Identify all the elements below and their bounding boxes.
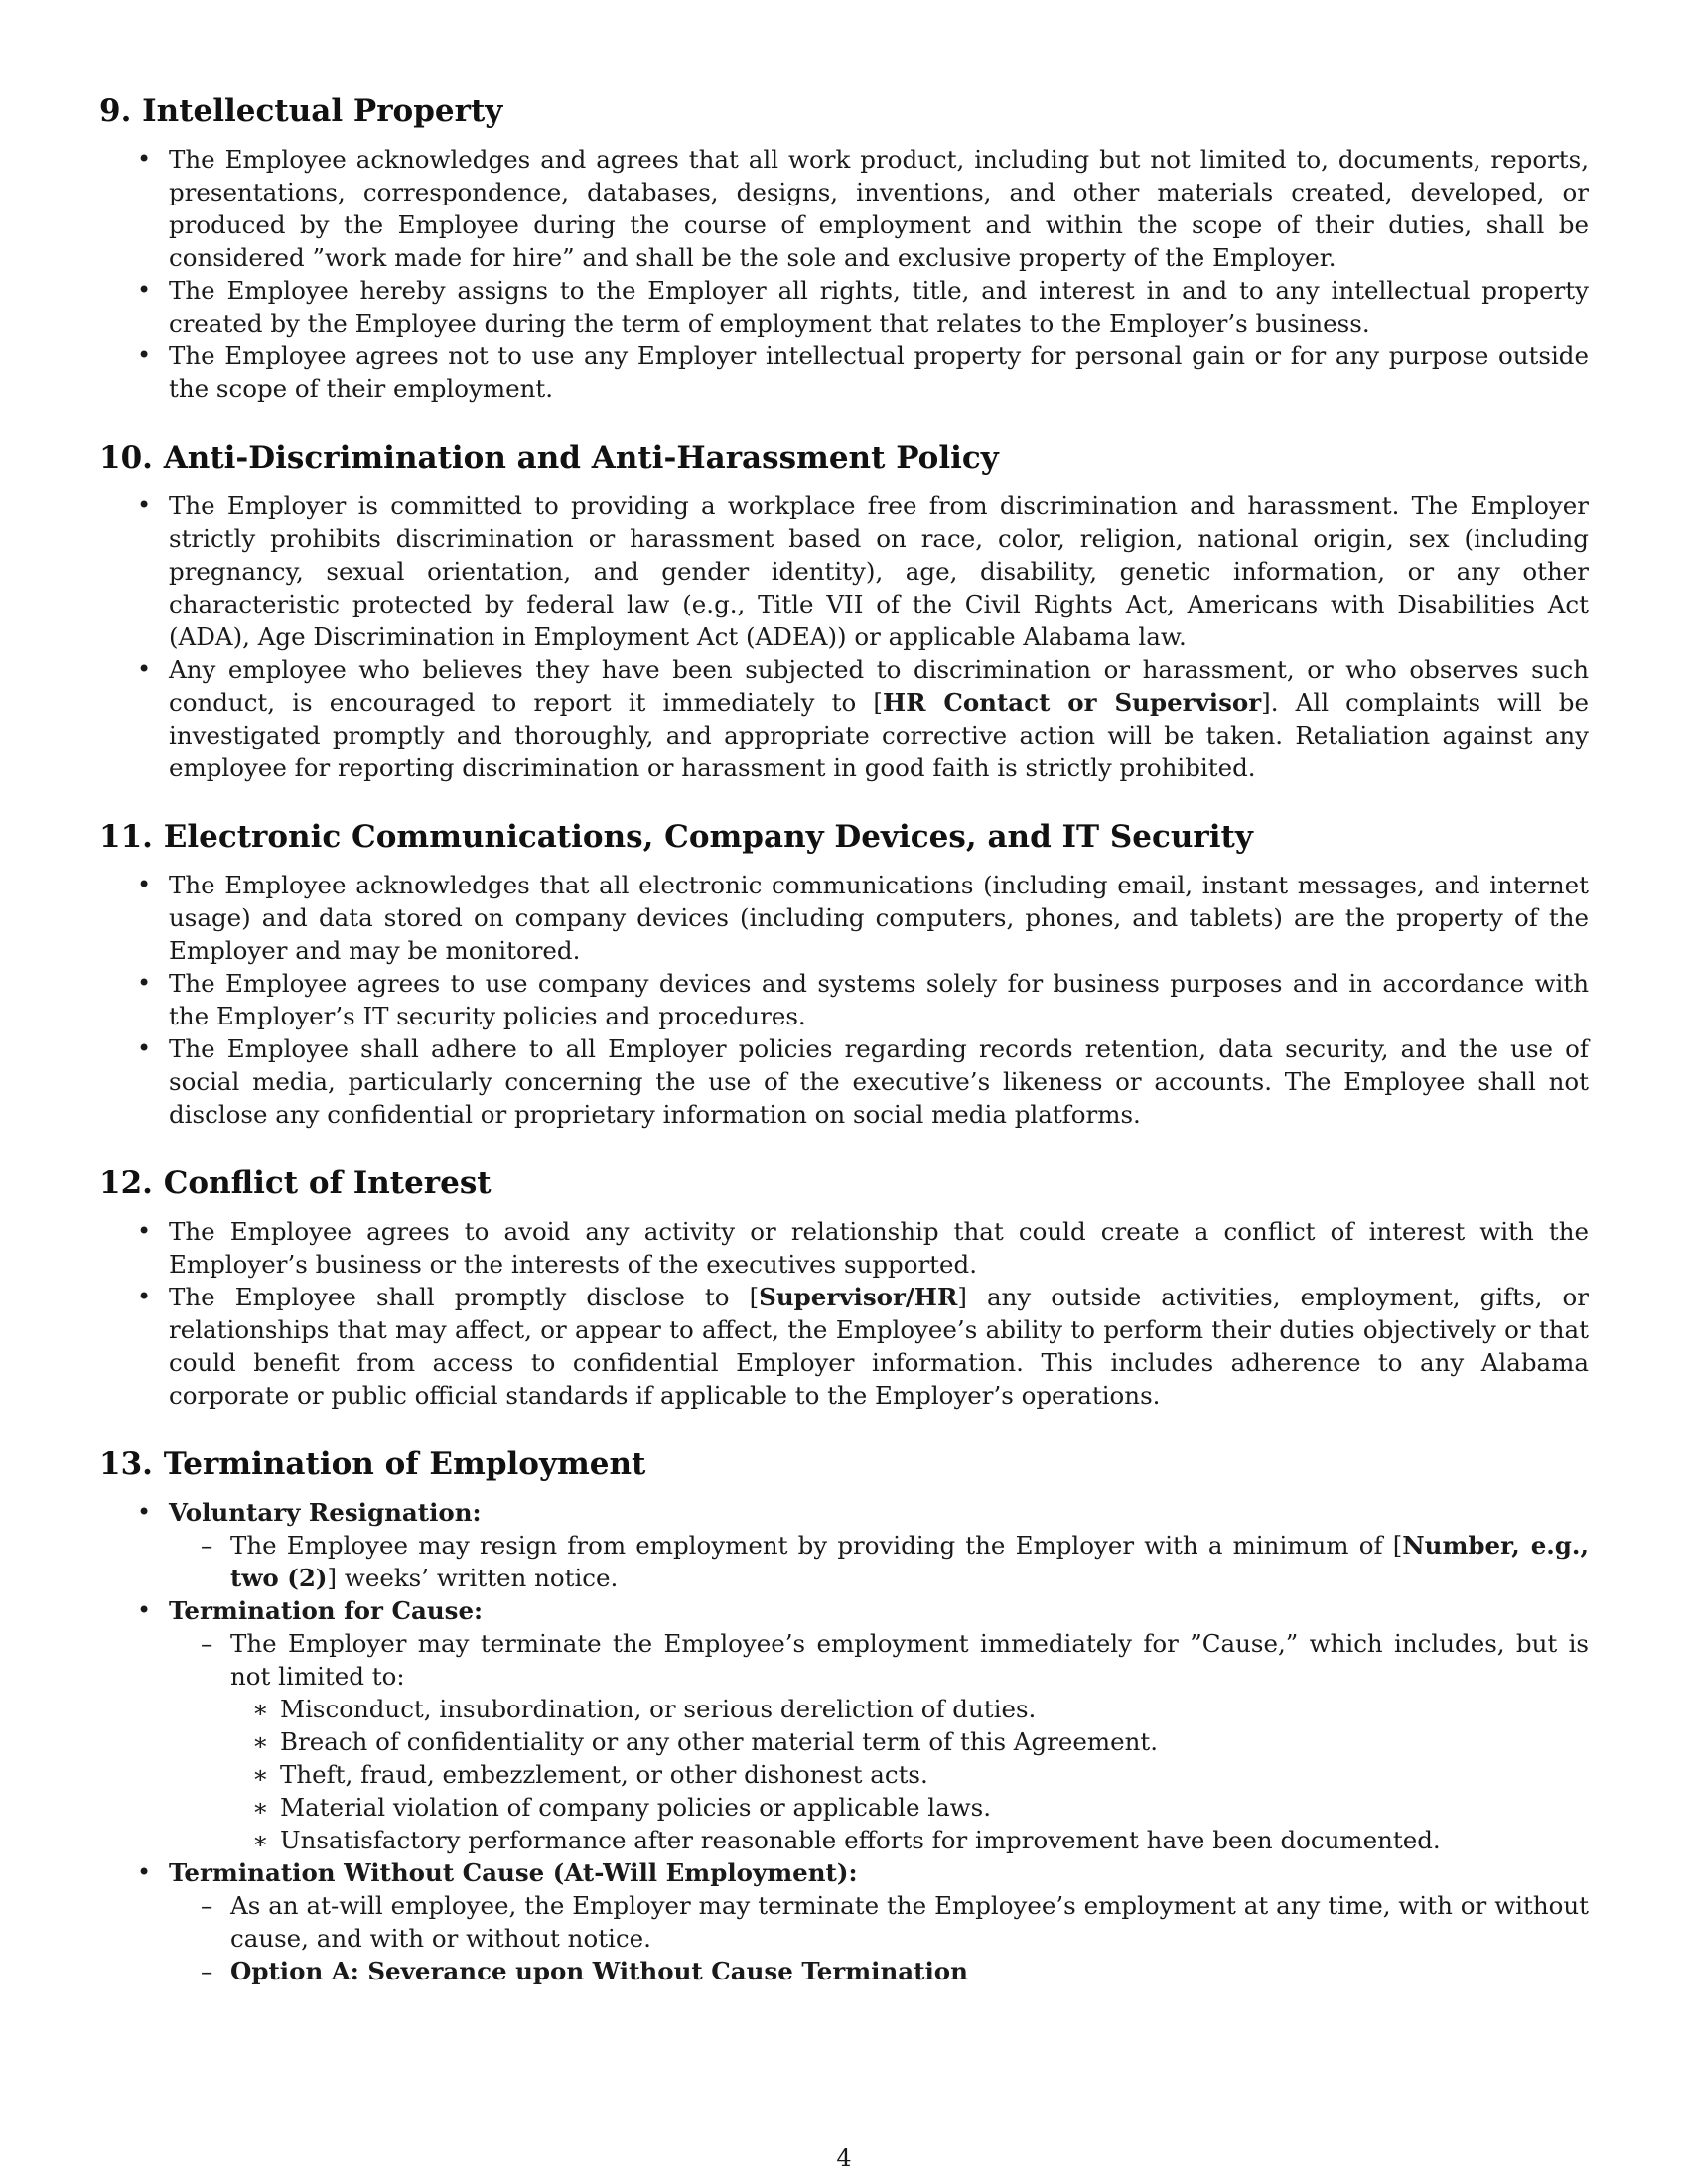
placeholder-field: Supervisor/HR [759,1283,958,1311]
sub-list-item [169,1627,1589,1856]
sub-list [169,1889,1589,1987]
list-item [99,653,1589,784]
sub-list-item [169,1955,1589,1987]
section-heading: 9. Intellectual Property [99,93,503,129]
list-item-termination-without-cause [99,1856,1589,1987]
text-span: ] weeks’ written notice. [327,1564,619,1592]
cause-item: ∗ Theft, fraud, embezzlement, or other dishonest acts. [230,1758,1589,1791]
placeholder-field: Number, e.g., two (2) [230,1531,1589,1592]
cause-item: ∗ Breach of confidentiality or any other material term of this Agreement. [230,1725,1589,1758]
item-label: Voluntary Resignation: [169,1498,482,1527]
sub-list [169,1627,1589,1856]
bullet-list [99,1215,1589,1412]
list-item: • The Employee hereby assigns to the Employer all rights, title, and interest in and to any intellectual property created by the Employee during the term of employment that relates to the Employer’s business. [99,274,1589,340]
section-anti-discrimination [99,438,1589,784]
section-intellectual-property [99,91,1589,405]
list-item-termination-for-cause [99,1594,1589,1856]
item-label: Termination for Cause: [169,1596,484,1625]
bullet-list [99,869,1589,1131]
bullet-list [99,489,1589,784]
list-item: • The Employee acknowledges and agrees that all work product, including but not limited to, documents, reports, presentations, correspondence, databases, designs, inventions, and other materials created, developed, or produced by the Employee during the course of employment and within the scope of their duties, shall be considered ”work made for hire” and shall be the sole and exclusive property of the Employer. [99,143,1589,274]
section-heading: 11. Electronic Communications, Company Devices, and IT Security [99,819,1253,855]
section-heading: 13. Termination of Employment [99,1446,646,1482]
item-label: Termination Without Cause (At-Will Employment): [169,1858,858,1887]
section-termination [99,1444,1589,1987]
list-item [99,1281,1589,1412]
option-heading: Option A: Severance upon Without Cause Termination [230,1957,968,1985]
list-item: • The Employer is committed to providing a workplace free from discrimination and harassment. The Employer strictly prohibits discrimination or harassment based on race, color, religion, national origin, sex (including pregnancy, sexual orientation, and gender identity), age, disability, genetic information, or any other characteristic protected by federal law (e.g., Title VII of the Civil Rights Act, Americans with Disabilities Act (ADA), Age Discrimination in Employment Act (ADEA)) or applicable Alabama law. [99,489,1589,653]
text-span: The Employee may resign from employment by providing the Employer with a minimum of [ [230,1531,1403,1560]
placeholder-field: HR Contact or Supervisor [882,688,1262,717]
section-electronic-communications [99,817,1589,1131]
text-span: ] any outside activities, employment, gifts, or relationships that may affect, or appear to affect, the Employee’s ability to perform their duties objectively or that could benefit from access to confidential Employer information. This includes adherence to any Alabama corporate or public official standards if applicable to the Employer’s operations. [169,1283,1589,1410]
cause-item: ∗ Misconduct, insubordination, or serious dereliction of duties. [230,1693,1589,1725]
text-span: Any employee who believes they have been subjected to discrimination or harassment, or who observes such conduct, is encouraged to report it immediately to [ [169,655,1589,717]
bullet-list [99,1496,1589,1987]
text-span: The Employee shall promptly disclose to [ [169,1283,760,1311]
sub-list-item [169,1529,1589,1594]
list-item: • The Employee acknowledges that all electronic communications (including email, instant messages, and internet usage) and data stored on company devices (including computers, phones, and tablets) are the property of the Employer and may be monitored. [99,869,1589,967]
list-item: • The Employee agrees not to use any Employer intellectual property for personal gain or for any purpose outside the scope of their employment. [99,340,1589,405]
list-item-voluntary-resignation [99,1496,1589,1594]
page-number: 4 [836,2144,852,2172]
section-conflict-of-interest [99,1163,1589,1412]
section-heading: 10. Anti-Discrimination and Anti-Harassment Policy [99,440,999,476]
text-span: ]. All complaints will be investigated promptly and thoroughly, and appropriate corrective action will be taken. Retaliation against any employee for reporting discrimination or harassment in good faith is strictly prohibited. [169,688,1589,782]
cause-item: ∗ Material violation of company policies or applicable laws. [230,1791,1589,1824]
sub-list [169,1529,1589,1594]
list-item: • The Employee shall adhere to all Employer policies regarding records retention, data security, and the use of social media, particularly concerning the use of the executive’s likeness or accounts. The Employee shall not disclose any confidential or proprietary information on social media platforms. [99,1032,1589,1131]
text-span: The Employer may terminate the Employee’s employment immediately for ”Cause,” which includes, but is not limited to: [230,1629,1589,1691]
bullet-list [99,143,1589,405]
document-page [99,91,1589,2020]
section-heading: 12. Conflict of Interest [99,1165,492,1201]
sub-sub-list [230,1693,1589,1856]
sub-list-item: – As an at-will employee, the Employer may terminate the Employee’s employment at any time, with or without cause, and with or without notice. [169,1889,1589,1955]
list-item: • The Employee agrees to use company devices and systems solely for business purposes and in accordance with the Employer’s IT security policies and procedures. [99,967,1589,1032]
list-item: • The Employee agrees to avoid any activity or relationship that could create a conflict of interest with the Employer’s business or the interests of the executives supported. [99,1215,1589,1281]
cause-item: ∗ Unsatisfactory performance after reasonable efforts for improvement have been documented. [230,1824,1589,1856]
